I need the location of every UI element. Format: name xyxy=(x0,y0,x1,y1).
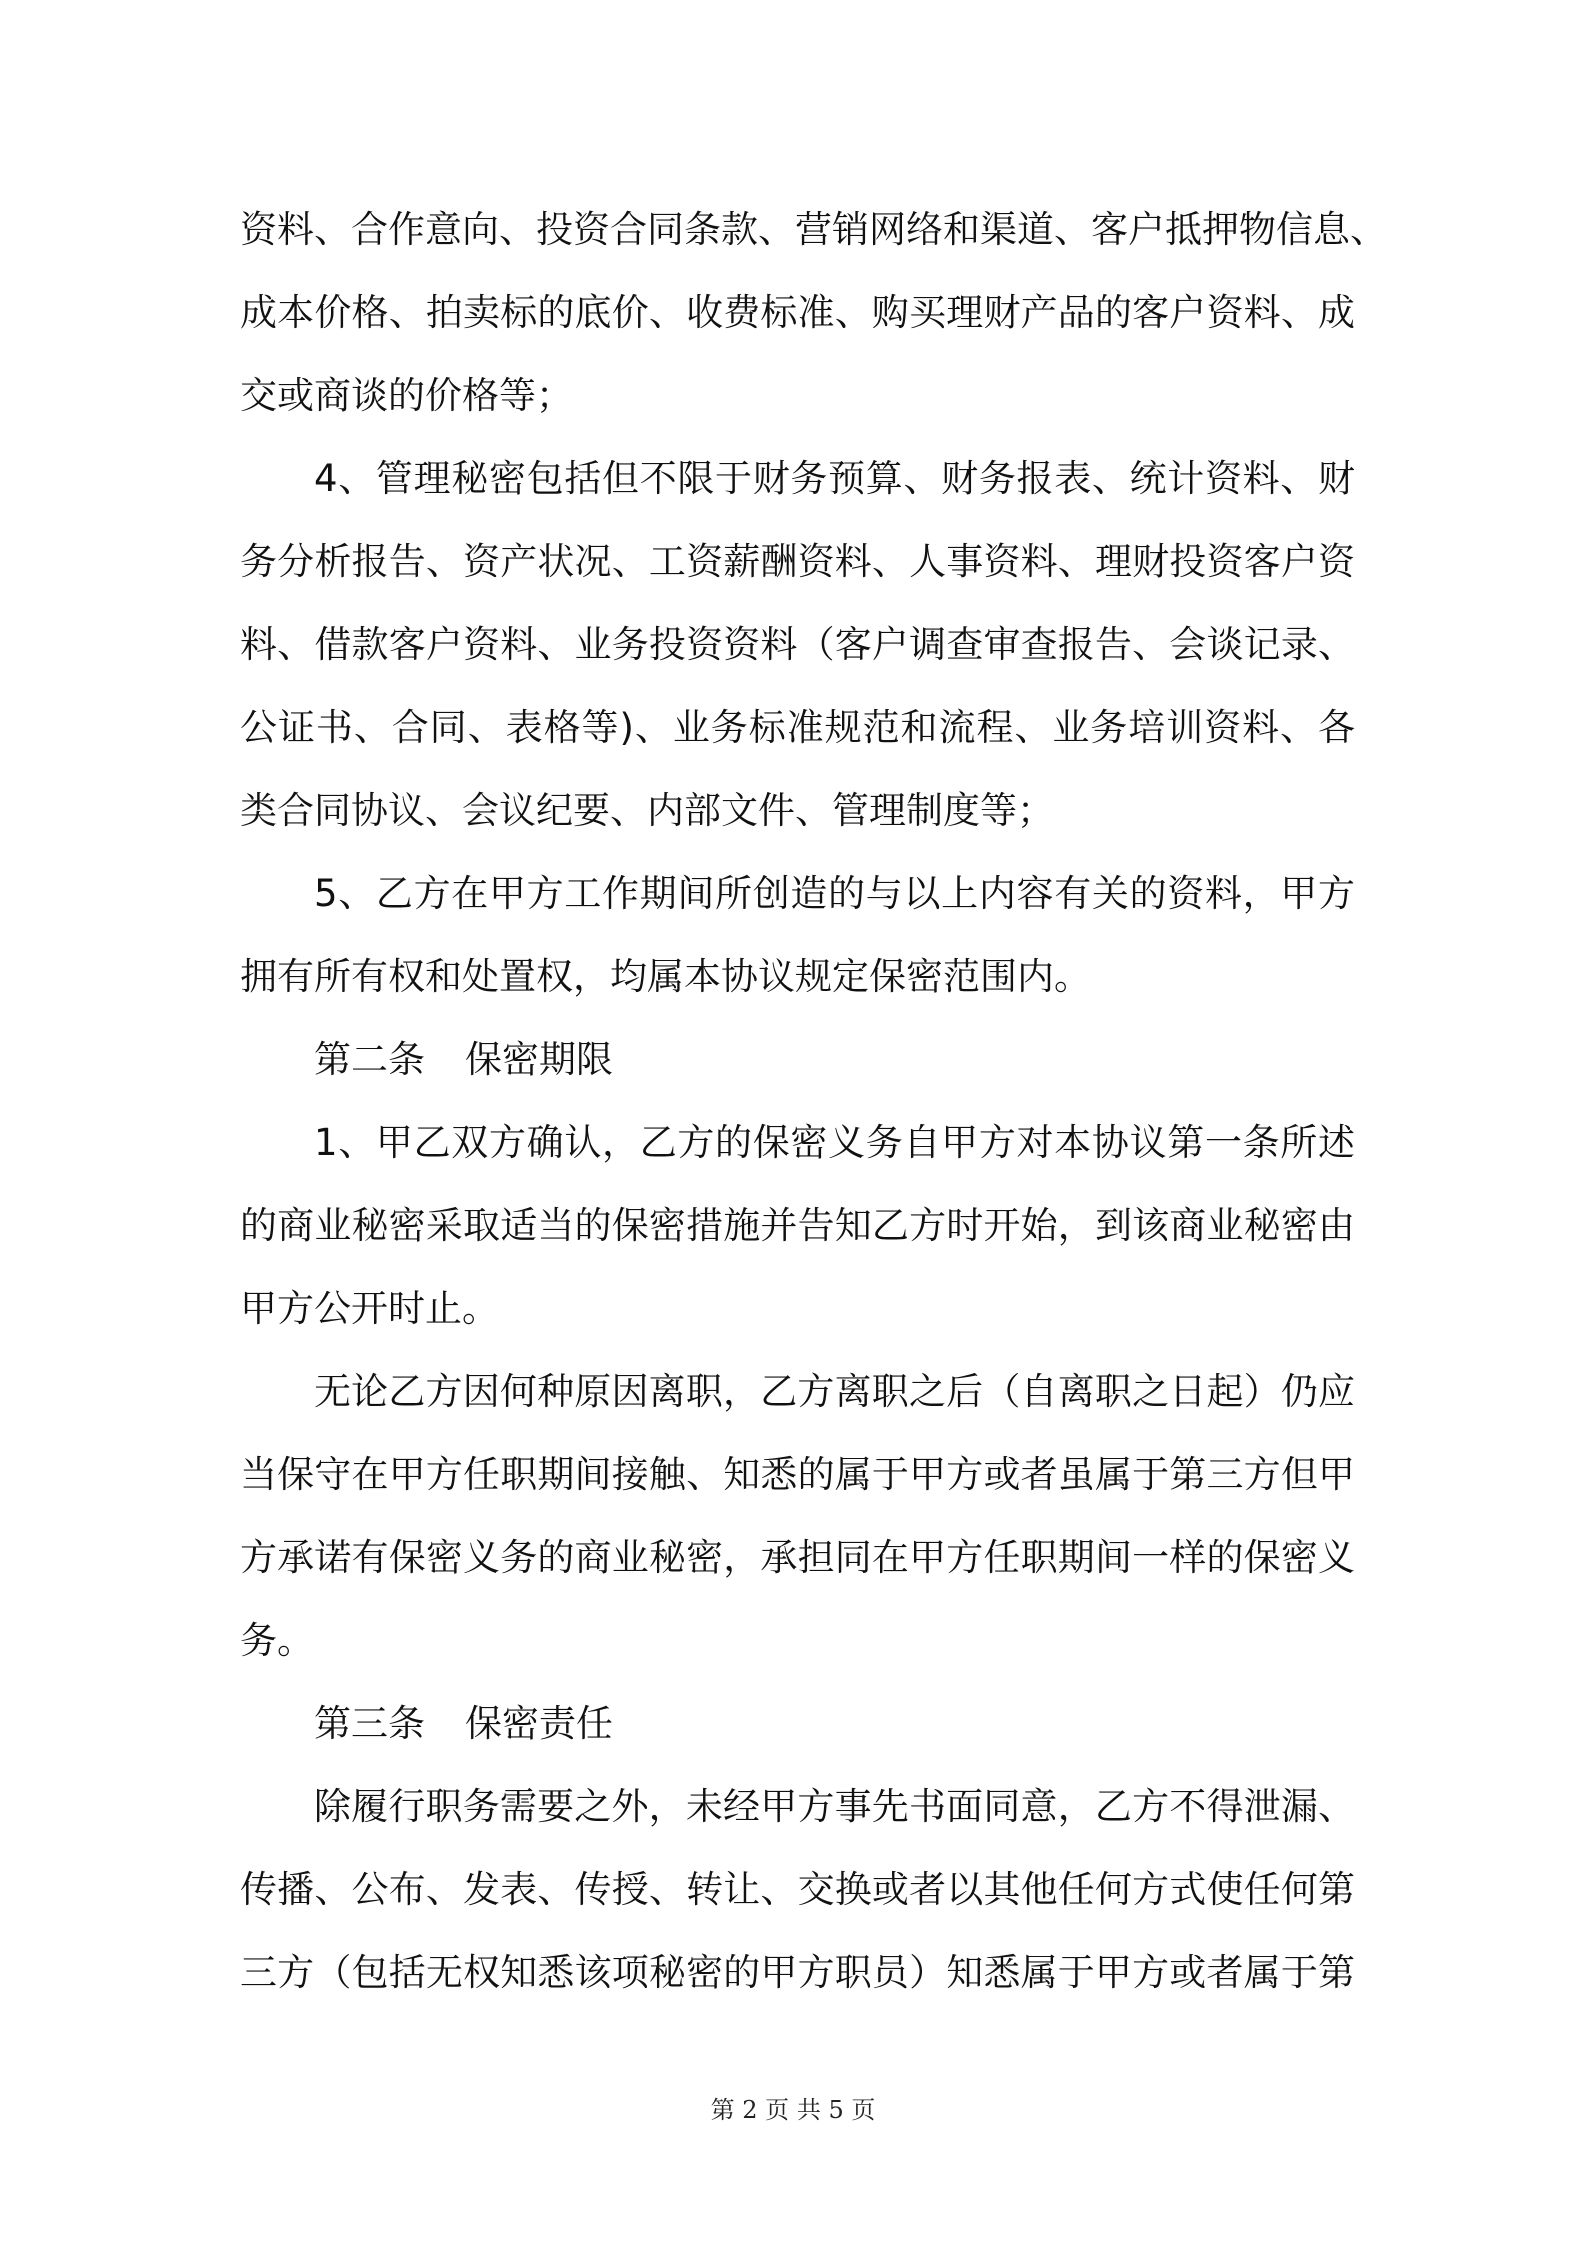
text-line: 务。 xyxy=(240,1619,314,1662)
article-3-title: 保密责任 xyxy=(465,1702,613,1745)
text-line: 拥有所有权和处置权，均属本协议规定保密范围内。 xyxy=(240,955,1091,998)
article-3-number: 第三条 xyxy=(314,1702,425,1745)
text-line: 务分析报告、资产状况、工资薪酬资料、人事资料、理财投资客户资 xyxy=(240,540,1355,583)
body-text xyxy=(240,188,1387,2014)
text-line: 1、甲乙双方确认，乙方的保密义务自甲方对本协议第一条所述 xyxy=(314,1121,1355,1164)
text-line: 5、乙方在甲方工作期间所创造的与以上内容有关的资料，甲方 xyxy=(314,872,1355,915)
article-3-heading xyxy=(240,1682,1355,1765)
footer-current-page: 2 xyxy=(742,2096,758,2124)
text-line: 类合同协议、会议纪要、内部文件、管理制度等； xyxy=(240,789,1054,832)
text-line: 无论乙方因何种原因离职，乙方离职之后（自离职之日起）仍应 xyxy=(314,1370,1355,1413)
footer-suffix: 页 xyxy=(851,2096,876,2124)
text-line: 料、借款客户资料、业务投资资料（客户调查审查报告、会谈记录、 xyxy=(240,623,1355,666)
footer-prefix: 第 xyxy=(710,2096,735,2124)
text-line: 方承诺有保密义务的商业秘密，承担同在甲方任职期间一样的保密义 xyxy=(240,1536,1355,1579)
page-footer xyxy=(0,2090,1586,2125)
article-2-number: 第二条 xyxy=(314,1038,425,1081)
text-line: 当保守在甲方任职期间接触、知悉的属于甲方或者虽属于第三方但甲 xyxy=(240,1453,1355,1496)
footer-total-label: 共 xyxy=(796,2096,821,2124)
footer-page-label: 页 xyxy=(765,2096,790,2124)
text-line: 除履行职务需要之外，未经甲方事先书面同意，乙方不得泄漏、 xyxy=(314,1785,1355,1828)
article-2-heading xyxy=(240,1018,1355,1101)
text-line: 成本价格、拍卖标的底价、收费标准、购买理财产品的客户资料、成 xyxy=(240,291,1355,334)
text-line: 交或商谈的价格等； xyxy=(240,374,573,417)
text-line: 4、管理秘密包括但不限于财务预算、财务报表、统计资料、财 xyxy=(314,457,1355,500)
text-line: 公证书、合同、表格等)、业务标准规范和流程、业务培训资料、各 xyxy=(240,706,1355,749)
text-line: 的商业秘密采取适当的保密措施并告知乙方时开始，到该商业秘密由 xyxy=(240,1204,1355,1247)
text-line: 三方（包括无权知悉该项秘密的甲方职员）知悉属于甲方或者属于第 xyxy=(240,1951,1355,1994)
text-line: 传播、公布、发表、传授、转让、交换或者以其他任何方式使任何第 xyxy=(240,1868,1355,1911)
text-line: 甲方公开时止。 xyxy=(240,1287,499,1330)
footer-total-pages: 5 xyxy=(828,2096,844,2124)
article-2-title: 保密期限 xyxy=(465,1038,613,1081)
text-line: 资料、合作意向、投资合同条款、营销网络和渠道、客户抵押物信息、 xyxy=(240,208,1387,251)
